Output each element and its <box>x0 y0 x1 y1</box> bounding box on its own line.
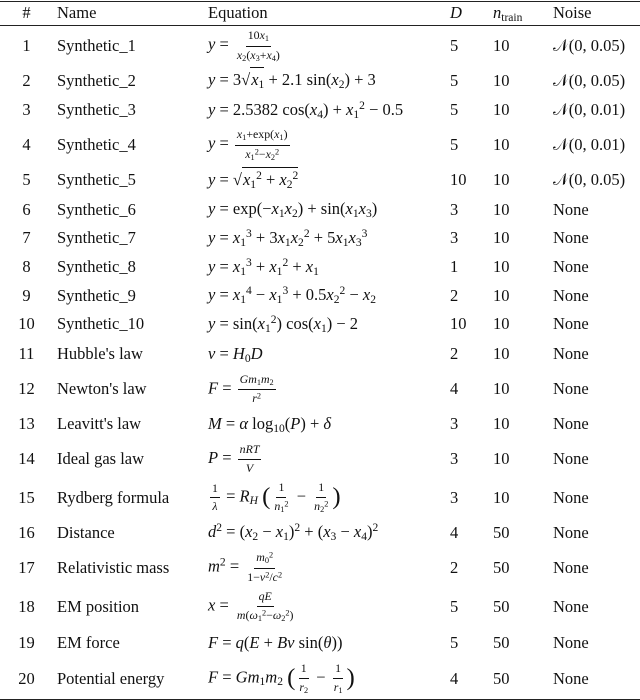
row-dimension: 10 <box>450 314 467 334</box>
row-ntrain: 10 <box>493 70 510 90</box>
row-noise: None <box>553 668 589 688</box>
row-index: 17 <box>18 557 35 577</box>
row-index: 14 <box>18 448 35 468</box>
row-index: 5 <box>22 170 31 190</box>
row-noise: None <box>553 487 589 507</box>
row-name: Synthetic_8 <box>57 257 136 277</box>
row-noise: 𝒩(0, 0.01) <box>553 134 626 154</box>
row-index: 15 <box>18 487 35 507</box>
table-row <box>0 282 640 310</box>
header-equation: Equation <box>208 3 268 23</box>
row-dimension: 5 <box>450 70 459 90</box>
row-dimension: 5 <box>450 100 459 120</box>
row-name: EM force <box>57 632 120 652</box>
row-noise: None <box>553 285 589 305</box>
row-ntrain: 10 <box>493 414 510 434</box>
row-noise: 𝒩(0, 0.05) <box>553 36 626 55</box>
row-equation: P = nRT V <box>208 442 260 475</box>
row-name: Distance <box>57 522 115 542</box>
row-name: EM position <box>57 596 140 616</box>
table-row <box>0 409 640 440</box>
row-ntrain: 10 <box>493 379 510 399</box>
row-noise: None <box>553 379 589 399</box>
table-row <box>0 66 640 96</box>
row-ntrain: 50 <box>493 632 510 652</box>
row-noise: None <box>553 632 589 652</box>
row-noise: 𝒩(0, 0.05) <box>553 70 626 90</box>
row-ntrain: 10 <box>493 344 510 364</box>
row-equation: F = $\frac{Gm_1m_2}{r^2}$ <box>208 371 274 406</box>
row-index: 20 <box>18 668 35 688</box>
row-dimension: 5 <box>450 596 459 616</box>
row-dimension: 4 <box>450 522 459 542</box>
table-row <box>0 196 640 224</box>
table-row <box>0 478 640 517</box>
row-index: 1 <box>22 36 31 55</box>
row-index: 19 <box>18 632 35 652</box>
row-equation: $y = \exp(-x_1x_2) + \sin(x_1x_3)$ <box>208 199 378 221</box>
table-row <box>0 310 640 339</box>
row-noise: None <box>553 257 589 277</box>
header-ntrain-base: n <box>493 3 502 22</box>
row-name: Synthetic_2 <box>57 70 136 90</box>
row-dimension: 4 <box>450 379 459 399</box>
row-name: Ideal gas law <box>57 448 145 468</box>
row-noise: 𝒩(0, 0.05) <box>553 170 626 190</box>
row-ntrain: 50 <box>493 596 510 616</box>
row-dimension: 3 <box>450 199 459 219</box>
header-row <box>0 2 640 26</box>
row-noise: None <box>553 448 589 468</box>
row-ntrain: 10 <box>493 448 510 468</box>
row-name: Leavitt's law <box>57 414 142 434</box>
header-noise: Noise <box>553 3 592 23</box>
header-index: # <box>22 3 31 23</box>
row-dimension: 3 <box>450 487 459 507</box>
header-dimension <box>450 2 493 26</box>
row-dimension: 5 <box>450 134 459 154</box>
row-ntrain: 10 <box>493 134 510 154</box>
row-ntrain: 10 <box>493 285 510 305</box>
row-ntrain: 10 <box>493 100 510 120</box>
header-ntrain <box>493 2 553 26</box>
row-equation: y = $\frac{x_1+\exp(x_1)}{x_1^2-x_2^2}$ <box>208 127 288 162</box>
row-index: 2 <box>22 70 31 90</box>
symbolic-regression-benchmark-table <box>0 1 640 700</box>
row-index: 16 <box>18 522 35 542</box>
row-dimension: 1 <box>450 257 459 277</box>
row-ntrain: 10 <box>493 228 510 248</box>
table-row <box>0 165 640 196</box>
table-row <box>0 587 640 626</box>
row-name: Hubble's law <box>57 344 143 364</box>
table-row <box>0 659 640 699</box>
row-dimension: 5 <box>450 36 459 55</box>
row-index: 10 <box>18 314 35 334</box>
row-name: Synthetic_4 <box>57 134 136 154</box>
row-dimension: 4 <box>450 668 459 688</box>
row-equation: $y = x_1^3 + 3x_1x_2^2 + 5x_1x_3^3$ <box>208 227 368 249</box>
row-index: 7 <box>22 228 31 248</box>
table-row <box>0 96 640 125</box>
row-noise: None <box>553 314 589 334</box>
row-name: Synthetic_9 <box>57 285 136 305</box>
row-ntrain: 50 <box>493 668 510 688</box>
table-row <box>0 548 640 587</box>
row-name: Relativistic mass <box>57 557 170 577</box>
row-name: Synthetic_7 <box>57 228 136 248</box>
row-equation: $d^2 = (x_2 - x_1)^2 + (x_3 - x_4)^2$ <box>208 522 379 544</box>
row-ntrain: 10 <box>493 36 510 55</box>
row-dimension: 5 <box>450 632 459 652</box>
table-row <box>0 370 640 409</box>
table-row <box>0 26 640 66</box>
row-equation: $y = √x_1^2 + x_2^2$ <box>208 165 450 196</box>
table-row <box>0 626 640 659</box>
row-equation: $y = x_1^3 + x_1^2 + x_1$ <box>208 256 319 278</box>
row-dimension: 2 <box>450 344 459 364</box>
row-noise: None <box>553 522 589 542</box>
row-ntrain: 10 <box>493 199 510 219</box>
row-name: Synthetic_3 <box>57 100 136 120</box>
row-index: 11 <box>18 344 35 364</box>
row-equation: $\frac{1}{\lambda}$ = $R_H$ ( $\frac{1}{n_1^2}$ − $\frac{1}{n_2^2}$ ) <box>212 480 341 515</box>
row-ntrain: 10 <box>493 170 510 190</box>
row-dimension: 3 <box>450 414 459 434</box>
row-equation: $y = 3√x_1 + 2.1$ $\sin(x_2) + 3$ <box>208 66 450 96</box>
row-name: Synthetic_5 <box>57 170 136 190</box>
table-row <box>0 339 640 370</box>
table-row <box>0 253 640 282</box>
row-equation: $y = x_1^4 - x_1^3 + 0.5x_2^2 - x_2$ <box>208 285 376 307</box>
row-index: 9 <box>22 285 31 305</box>
row-noise: None <box>553 199 589 219</box>
table-row <box>0 224 640 253</box>
row-dimension: 2 <box>450 557 459 577</box>
row-noise: None <box>553 344 589 364</box>
row-equation: $m^2$ = $\frac{m_0^2}{1-v^2/c^2}$ <box>208 550 283 584</box>
row-ntrain: 10 <box>493 257 510 277</box>
table-body <box>0 26 640 699</box>
row-dimension: 3 <box>450 448 459 468</box>
row-equation: $F = Gm_1m_2$ ( $\frac{1}{r_2}$ − $\frac{1}{r_1}$ ) <box>208 661 355 696</box>
row-noise: None <box>553 414 589 434</box>
row-name: Synthetic_6 <box>57 199 136 219</box>
row-equation: M = α $\log_{10}(P) + \delta$ <box>208 413 332 435</box>
row-dimension: 10 <box>450 170 467 190</box>
table-row <box>0 517 640 548</box>
row-index: 3 <box>22 100 31 120</box>
row-index: 8 <box>22 257 31 277</box>
header-ntrain-sub: train <box>501 11 523 24</box>
row-name: Potential energy <box>57 668 165 688</box>
row-name: Synthetic_10 <box>57 314 145 334</box>
row-equation: x = $\frac{qE}{m(\omega_1^2-\omega_2^2)}$ <box>208 589 294 624</box>
row-index: 13 <box>18 414 35 434</box>
row-equation: y = 2.5382 $\cos(x_4) + x_1^2 - 0.5$ <box>208 99 404 121</box>
table-row <box>0 440 640 478</box>
row-noise: None <box>553 228 589 248</box>
row-ntrain: 10 <box>493 487 510 507</box>
row-noise: 𝒩(0, 0.01) <box>553 100 626 120</box>
row-ntrain: 50 <box>493 557 510 577</box>
row-equation: y = $\frac{10x_1}{x_2(x_3+x_4)}$ <box>208 28 280 63</box>
row-dimension: 2 <box>450 285 459 305</box>
row-dimension: 3 <box>450 228 459 248</box>
header-dimension-label: D <box>450 3 462 23</box>
row-noise: None <box>553 596 589 616</box>
row-ntrain: 10 <box>493 314 510 334</box>
row-name: Rydberg formula <box>57 487 170 507</box>
row-ntrain: 50 <box>493 522 510 542</box>
table-row <box>0 125 640 165</box>
row-index: 4 <box>22 134 31 154</box>
row-noise: None <box>553 557 589 577</box>
row-equation: F = q(E + Bv sin(θ)) <box>208 632 343 652</box>
row-name: Newton's law <box>57 379 147 399</box>
row-index: 18 <box>18 596 35 616</box>
row-equation: $y = \sin(x_1^2) \cos(x_1) - 2$ <box>208 313 359 335</box>
row-equation: $v = H_0D$ <box>208 343 263 365</box>
row-index: 6 <box>22 199 31 219</box>
row-name: Synthetic_1 <box>57 36 136 55</box>
row-index: 12 <box>18 379 35 399</box>
header-name: Name <box>57 3 97 23</box>
